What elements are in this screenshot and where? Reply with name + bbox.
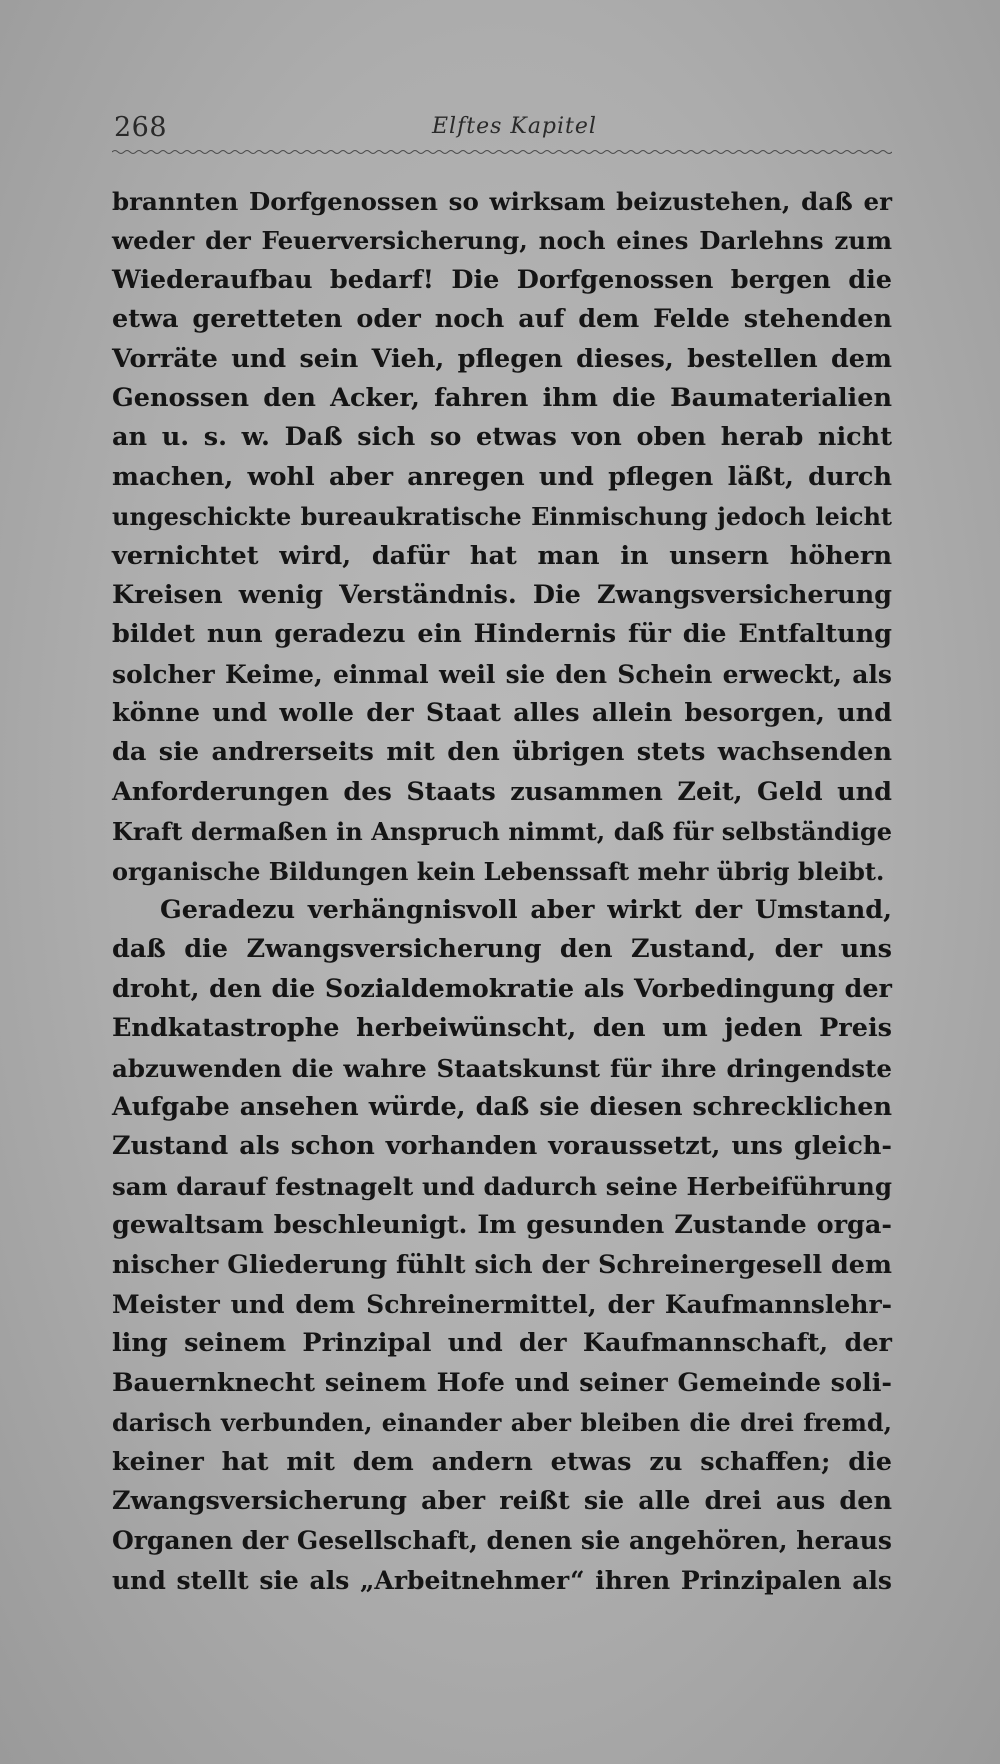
text-line: Genossen den Acker, fahren ihm die Baumaterialien <box>112 382 892 413</box>
text-line: machen, wohl aber anregen und pflegen läßt, durch <box>112 461 892 492</box>
text-line: Bauernknecht seinem Hofe und seiner Gemeinde soli- <box>112 1367 892 1398</box>
text-line: Kreisen wenig Verständnis. Die Zwangsversicherung <box>112 579 892 610</box>
text-line: Wiederaufbau bedarf! Die Dorfgenossen bergen die <box>112 264 892 295</box>
running-head: Elftes Kapitel <box>432 114 597 139</box>
text-line: Zwangsversicherung aber reißt sie alle drei aus den <box>112 1485 892 1516</box>
text-line: abzuwenden die wahre Staatskunst für ihre dringendste <box>112 1053 892 1083</box>
text-line: Aufgabe ansehen würde, daß sie diesen schrecklichen <box>112 1091 892 1122</box>
text-line: brannten Dorfgenossen so wirksam beizustehen, daß er <box>112 187 892 216</box>
text-line: droht, den die Sozialdemokratie als Vorbedingung der <box>112 973 892 1004</box>
page-header <box>112 112 892 146</box>
text-line: daß die Zwangsversicherung den Zustand, der uns <box>112 934 892 965</box>
header-rule <box>112 148 892 156</box>
text-line: Zustand als schon vorhanden voraussetzt, uns gleich- <box>112 1131 892 1162</box>
text-line: an u. s. w. Daß sich so etwas von oben herab nicht <box>112 422 892 453</box>
text-line: da sie andrerseits mit den übrigen stets wachsenden <box>112 737 892 768</box>
text-line: Endkatastrophe herbeiwünscht, den um jeden Preis <box>112 1013 892 1044</box>
text-line: nischer Gliederung fühlt sich der Schreinergesell dem <box>112 1249 892 1280</box>
text-line: ling seinem Prinzipal und der Kaufmannschaft, der <box>112 1328 892 1359</box>
text-line: ungeschickte bureaukratische Einmischung jedoch leicht <box>112 502 892 532</box>
text-line: Geradezu verhängnisvoll aber wirkt der Umstand, <box>160 895 892 926</box>
text-line: Kraft dermaßen in Anspruch nimmt, daß für selbständige <box>112 817 892 847</box>
text-line: etwa geretteten oder noch auf dem Felde stehenden <box>112 304 892 335</box>
text-line: gewaltsam beschleunigt. Im gesunden Zustande orga- <box>112 1210 892 1241</box>
text-line: Meister und dem Schreinermittel, der Kaufmannslehr- <box>112 1289 892 1319</box>
text-line: solcher Keime, einmal weil sie den Schein erweckt, als <box>112 659 892 689</box>
text-line: Anforderungen des Staats zusammen Zeit, Geld und <box>112 776 892 807</box>
text-line: darisch verbunden, einander aber bleiben die drei fremd, <box>112 1408 892 1438</box>
text-line: sam darauf festnagelt und dadurch seine Herbeiführung <box>112 1171 892 1201</box>
body-text <box>112 182 892 1600</box>
text-line: Vorräte und sein Vieh, pflegen dieses, bestellen dem <box>112 343 892 374</box>
text-line: könne und wolle der Staat alles allein besorgen, und <box>112 698 892 729</box>
text-line: Organen der Gesellschaft, denen sie angehören, heraus <box>112 1526 892 1556</box>
text-line: weder der Feuerversicherung, noch eines Darlehns zum <box>112 226 892 256</box>
text-line: keiner hat mit dem andern etwas zu schaffen; die <box>112 1446 892 1477</box>
page-number: 268 <box>114 112 168 143</box>
text-line: vernichtet wird, dafür hat man in unsern höhern <box>112 540 892 571</box>
text-line: und stellt sie als „Arbeitnehmer“ ihren Prinzipalen als <box>112 1565 892 1595</box>
text-line: organische Bildungen kein Lebenssaft mehr übrig bleibt. <box>112 856 885 886</box>
text-line: bildet nun geradezu ein Hindernis für die Entfaltung <box>112 619 892 650</box>
